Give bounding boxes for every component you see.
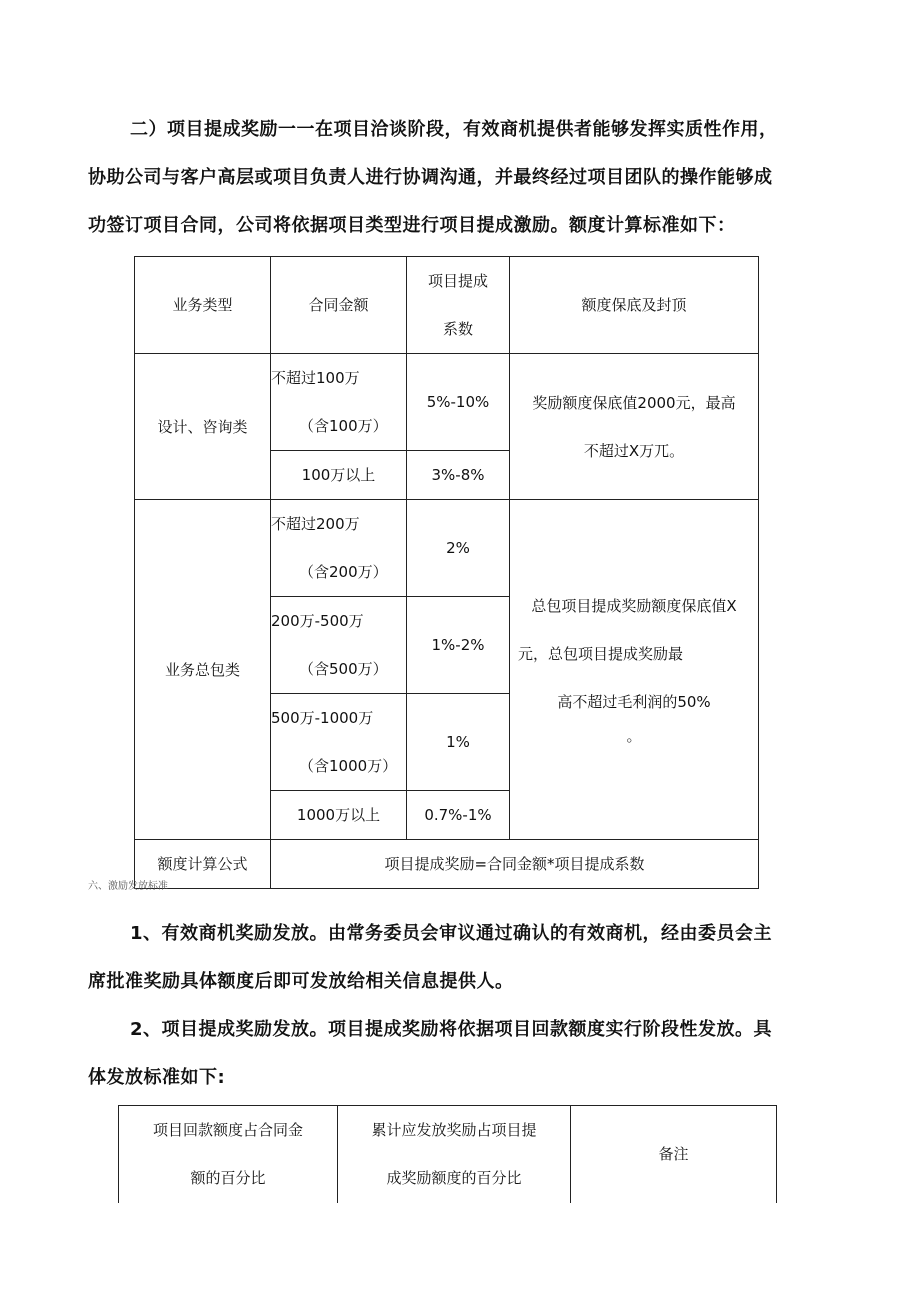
payout-col-2-line-1: 累计应发放奖励占项目提: [371, 1121, 537, 1139]
contract-coef-4: 0.7%-1%: [407, 791, 510, 840]
payout-col-1: [119, 1106, 338, 1203]
design-amount-2: 100万以上: [271, 451, 407, 500]
contract-amount-2: [271, 597, 407, 694]
contract-type-cell: 业务总包类: [135, 500, 271, 840]
payout-col-2-line-2: 成奖励额度的百分比: [386, 1169, 522, 1187]
formula-value: 项目提成奖励=合同金额*项目提成系数: [271, 840, 759, 889]
contract-amount-1: [271, 500, 407, 597]
contract-cap-line-2: 元，总包项目提成奖励最: [518, 645, 684, 663]
para1-line-1: 1、有效商机奖励发放。由常务委员会审议通过确认的有效商机，经由委员会主: [130, 923, 773, 944]
header-coefficient-line-1: 项目提成: [427, 272, 488, 290]
intro-line-1: 二）项目提成奖励一一在项目洽谈阶段，有效商机提供者能够发挥实质性作用，: [130, 119, 778, 140]
contract-amount-1-a: 不超过200万: [271, 515, 360, 533]
contract-amount-3: [271, 694, 407, 791]
contract-amount-3-a: 500万-1000万: [271, 709, 374, 727]
contract-cap-line-1: 总包项目提成奖励额度保底值X: [531, 597, 737, 615]
contract-coef-1: 2%: [407, 500, 510, 597]
formula-label: 额度计算公式: [135, 840, 271, 889]
contract-coef-2: 1%-2%: [407, 597, 510, 694]
contract-amount-4: 1000万以上: [271, 791, 407, 840]
design-cap-line-1: 奖励额度保底值2000元，最高: [532, 393, 736, 412]
contract-cap-cell: [510, 500, 759, 840]
intro-line-3: 功签订项目合同，公司将依据项目类型进行项目提成激励。额度计算标准如下：: [88, 215, 736, 236]
payout-col-3: 备注: [658, 1145, 689, 1163]
contract-amount-1-b: （含200万）: [299, 563, 388, 581]
payout-col-1-line-2: 额的百分比: [190, 1169, 266, 1187]
commission-table: [134, 256, 759, 889]
intro-line-2: 协助公司与客户高层或项目负责人进行协调沟通，并最终经过项目团队的操作能够成: [88, 167, 773, 188]
contract-amount-2-a: 200万-500万: [271, 612, 364, 630]
para1-line-2: 席批准奖励具体额度后即可发放给相关信息提供人。: [88, 971, 514, 992]
design-coef-2: 3%-8%: [407, 451, 510, 500]
header-coefficient-line-2: 系数: [442, 320, 473, 338]
contract-cap-line-4: 。: [626, 727, 642, 745]
design-amount-1-b: （含100万）: [299, 417, 388, 435]
design-type-cell: 设计、咨询类: [135, 354, 271, 500]
payout-col-1-line-1: 项目回款额度占合同金: [152, 1121, 303, 1139]
payout-col-2: [338, 1106, 571, 1203]
contract-cap-line-3: 高不超过毛利润的50%: [557, 693, 711, 711]
design-amount-1-a: 不超过100万: [271, 369, 360, 387]
header-coefficient: [407, 257, 510, 354]
para2-line-2: 体发放标准如下:: [88, 1067, 226, 1088]
header-cap: 额度保底及封顶: [510, 257, 759, 354]
header-business-type: 业务类型: [135, 257, 271, 354]
contract-amount-2-b: （含500万）: [299, 660, 388, 678]
design-amount-1: [271, 354, 407, 451]
payout-table-frame: [118, 1105, 777, 1203]
contract-amount-3-b: （含1000万）: [299, 757, 398, 775]
section-heading: 六、激励发放标准: [88, 881, 168, 892]
design-coef-1: 5%-10%: [407, 354, 510, 451]
design-cap-cell: [510, 354, 759, 500]
design-cap-line-2: 不超过X万兀。: [583, 441, 685, 460]
contract-coef-3: 1%: [407, 694, 510, 791]
header-contract-amount: 合同金额: [271, 257, 407, 354]
para2-line-1: 2、项目提成奖励发放。项目提成奖励将依据项目回款额度实行阶段性发放。具: [130, 1019, 773, 1040]
